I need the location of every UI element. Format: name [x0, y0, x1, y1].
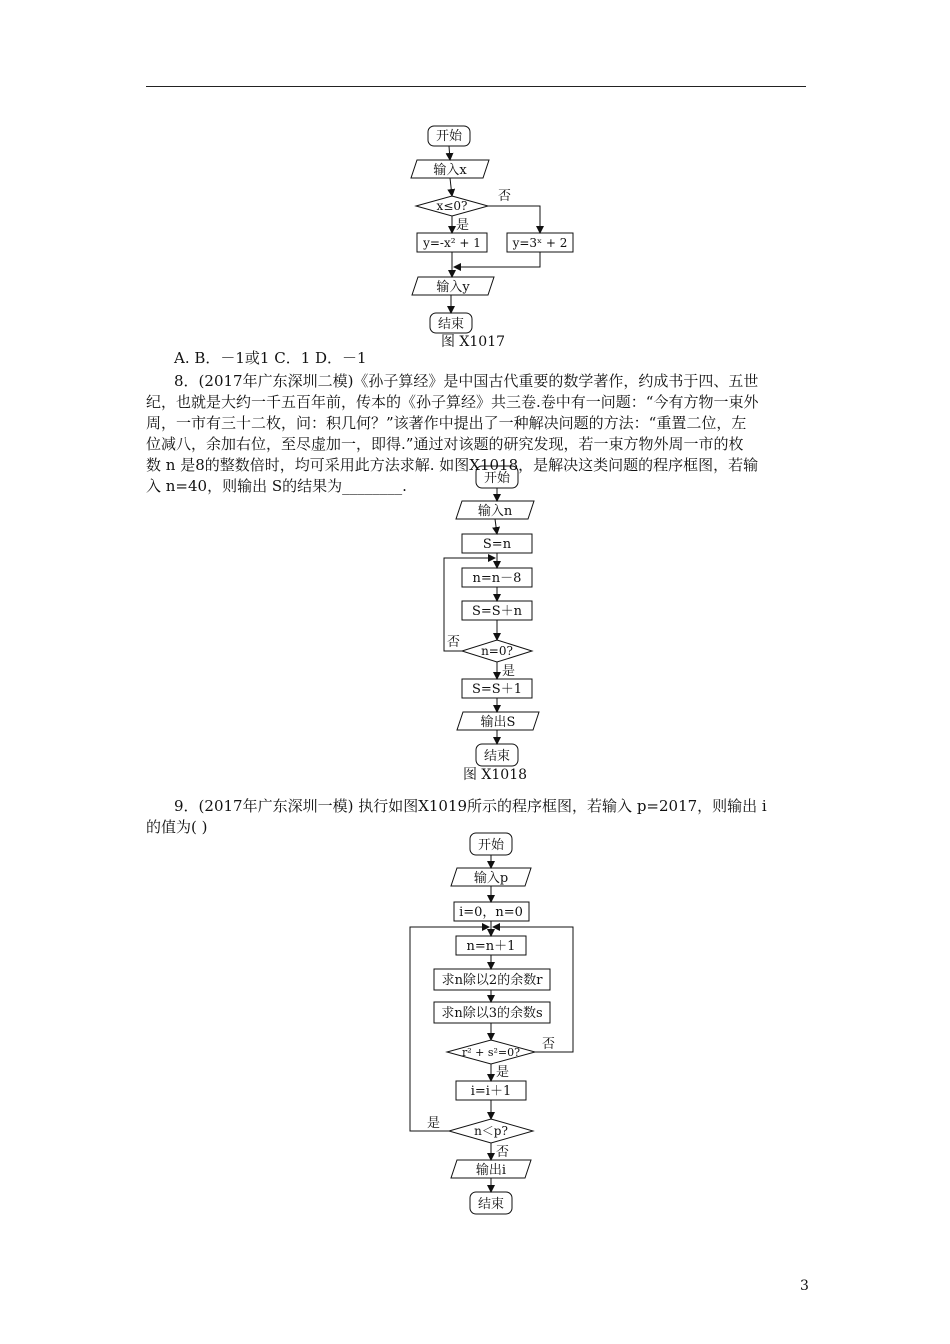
fig3-yes2-label: 是: [427, 1116, 441, 1131]
fig2-box4-label: S=S＋1: [472, 682, 522, 697]
fig3-yes1-label: 是: [496, 1065, 510, 1080]
fig2-output-label: 输出S: [480, 715, 516, 730]
fig3-output-label: 输出i: [475, 1163, 507, 1178]
fig3-cond1-label: r² + s²=0?: [461, 1046, 521, 1059]
question-8: [146, 371, 808, 497]
fig1-caption: 图 X1017: [440, 334, 506, 350]
q8-line: 8．(2017年广东深圳二模)《孙子算经》是中国古代重要的数学著作，约成书于四、五世: [174, 372, 759, 390]
page-number: 3: [800, 1278, 809, 1294]
q8-line: 数 n 是8的整数倍时，均可采用此方法求解. 如图X1018，是解决这类问题的程序框图，若输: [146, 456, 759, 474]
question-9: [146, 796, 808, 838]
fig1-output-label: 输入y: [436, 280, 470, 295]
fig2-start-label: 开始: [483, 471, 511, 486]
fig2-yes-label: 是: [502, 664, 516, 679]
fig1-start-label: 开始: [435, 129, 463, 144]
fig3-box3-label: 求n除以3的余数s: [441, 1006, 543, 1021]
fig3-box2-label: 求n除以2的余数r: [441, 973, 543, 988]
fig3-no1-label: 否: [542, 1037, 556, 1052]
flowchart-x1017: [411, 126, 573, 333]
q9-line: 9．(2017年广东深圳一模) 执行如图X1019所示的程序框图，若输入 p=2017，则输出 i: [174, 797, 767, 815]
fig1-input-label: 输入x: [433, 163, 467, 178]
q7-options: A. B．－1或1 C．1 D．－1: [174, 349, 367, 367]
fig1-box-left-label: y=-x² + 1: [423, 236, 481, 250]
fig2-no-label: 否: [447, 635, 461, 650]
fig3-input-label: 输入p: [473, 871, 509, 886]
fig3-end-label: 结束: [477, 1197, 505, 1212]
fig3-start-label: 开始: [477, 838, 505, 853]
q8-line: 纪，也就是大约一千五百年前，传本的《孙子算经》共三卷.卷中有一问题：“今有方物一束外: [146, 393, 759, 411]
fig1-yes-label: 是: [456, 218, 470, 233]
fig1-cond-label: x≤0?: [436, 199, 468, 213]
fig3-box4-label: i=i＋1: [470, 1084, 512, 1099]
flowchart-x1019: [410, 833, 573, 1214]
fig3-no2-label: 否: [496, 1145, 510, 1160]
fig2-input-label: 输入n: [477, 504, 513, 519]
fig1-no-label: 否: [498, 189, 512, 204]
fig1-end-label: 结束: [437, 317, 465, 332]
fig2-box2-label: n=n－8: [472, 571, 522, 586]
fig2-box1-label: S=n: [482, 537, 512, 552]
fig2-end-label: 结束: [483, 749, 511, 764]
q8-line: 位减八，余加右位，至尽虚加一，即得.”通过对该题的研究发现，若一束方物外周一市的枚: [146, 435, 744, 453]
q8-line: 周，一市有三十二枚，问：积几何？”该著作中提出了一种解决问题的方法：“重置二位，左: [146, 414, 747, 432]
q9-line: 的值为( ): [146, 818, 208, 836]
fig3-init-label: i=0，n=0: [459, 905, 523, 920]
fig3-cond2-label: n＜p?: [474, 1124, 508, 1138]
fig3-box1-label: n=n＋1: [466, 939, 516, 954]
fig2-box3-label: S=S＋n: [471, 604, 523, 619]
q8-line: 入 n=40，则输出 S的结果为________.: [146, 477, 407, 495]
fig2-caption: 图 X1018: [462, 767, 528, 783]
fig1-box-right-label: y=3ˣ + 2: [512, 236, 568, 250]
fig2-cond-label: n=0?: [481, 644, 513, 658]
